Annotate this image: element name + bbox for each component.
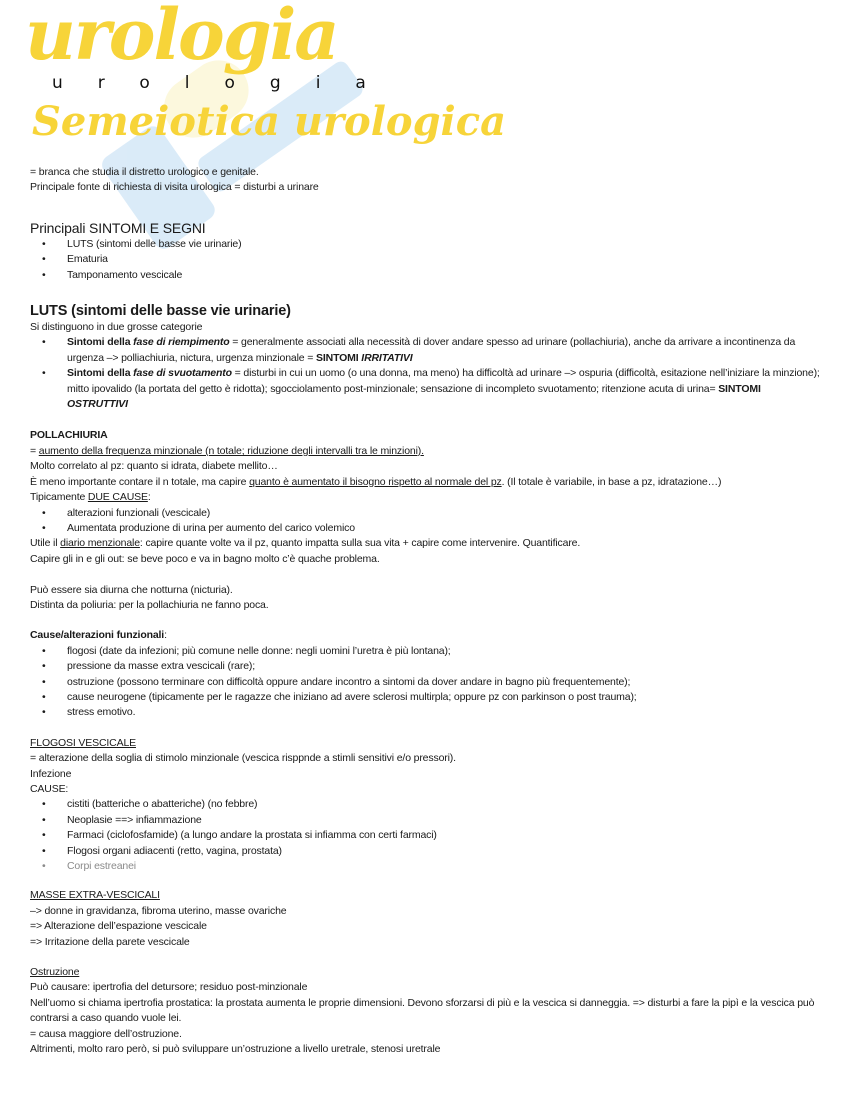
text: :: [147, 491, 151, 504]
bold-text: Sintomi della: [67, 336, 134, 349]
paragraph: => Alterazione dell’espazione vescicale: [30, 920, 207, 933]
list-item: • LUTS (sintomi delle basse vie urinarie): [30, 237, 823, 252]
document-subtitle: Semeiotica urologica: [32, 98, 507, 145]
pollachiuria-section: [30, 428, 823, 613]
ostruzione-section: [30, 965, 823, 1057]
text: È meno importante contare il n totale, ma capire: [30, 475, 250, 488]
section-heading: FLOGOSI VESCICALE: [30, 736, 136, 749]
definition: aumento della frequenza minzionale (n totale; riduzione degli intervalli tra le minzioni).: [38, 444, 424, 457]
intro-line: Principale fonte di richiesta di visita urologica = disturbi a urinare: [30, 181, 319, 194]
bold-italic-text: fase di svuotamento: [133, 367, 232, 380]
list-item: • ostruzione (possono terminare con difficoltà oppure andare incontro a sintomi da dover andare in bagno più frequentemente);: [30, 675, 823, 690]
paragraph: Può causare: ipertrofia del detursore; residuo post-minzionale: [30, 981, 308, 994]
intro-line: = branca che studia il distretto urologico e genitale.: [30, 166, 259, 178]
document-body: [30, 165, 823, 1057]
text: Tipicamente: [30, 491, 88, 504]
text: :: [164, 629, 167, 642]
bold-text: SINTOMI: [718, 382, 761, 395]
section-heading: Principali SINTOMI E SEGNI: [30, 219, 206, 236]
section-heading: MASSE EXTRA-VESCICALI: [30, 889, 160, 902]
paragraph: = causa maggiore dell’ostruzione.: [30, 1027, 182, 1040]
section-heading: LUTS (sintomi delle basse vie urinarie): [30, 303, 291, 320]
section-heading: POLLACHIURIA: [30, 429, 108, 442]
underlined-text: quanto è aumentato il bisogno rispetto al normale del pz: [249, 475, 502, 488]
underlined-text: diario menzionale: [60, 537, 140, 550]
bold-text: Sintomi della: [67, 367, 134, 380]
paragraph: –> donne in gravidanza, fibroma uterino, masse ovariche: [30, 904, 287, 917]
paragraph: Si distinguono in due grosse categorie: [30, 321, 203, 334]
list-item: • Tamponamento vescicale: [30, 268, 823, 283]
list-item: [30, 335, 823, 366]
paragraph: CAUSE:: [30, 782, 69, 795]
list-item: • stress emotivo.: [30, 705, 823, 720]
list-item: • Aumentata produzione di urina per aumento del carico volemico: [30, 521, 823, 536]
intro: [30, 165, 823, 196]
paragraph: Nell’uomo si chiama ipertrofia prostatica: la prostata aumenta le proprie dimensioni. Devono sforzarsi di più e la vescica si danneggia. => disturbi a fare la pipì e la vescica può contrarsi a caso quando vuole lei.: [30, 996, 815, 1025]
list-item: • Flogosi organi adiacenti (retto, vagina, prostata): [30, 844, 823, 859]
list-item: • Corpi estreanei: [30, 859, 823, 874]
funzionali-section: [30, 628, 823, 720]
bold-italic-text: fase di riempimento: [133, 336, 230, 349]
list-item: • Farmaci (ciclofosfamide) (a lungo andare la prostata si infiamma con certi farmaci): [30, 828, 823, 843]
text: = disturbi in cui un uomo (o una donna, ma meno) ha difficoltà ad urinare –> ospuria (difficoltà, esitazione nell’iniziare la minzione); mitto ipovalido (la portata del getto è ridotta); sgocciolamento post-minzionale; sensazione di incompleto svuotamento; ritenzione acuta di urina=: [67, 367, 820, 395]
paragraph: => Irritazione della parete vescicale: [30, 935, 190, 948]
document-title: urologia: [25, 0, 338, 76]
list-item: • Ematuria: [30, 252, 823, 267]
bold-italic-text: OSTRUTTIVI: [67, 398, 128, 411]
list-item: • cistiti (batteriche o abatteriche) (no febbre): [30, 797, 823, 812]
sintomi-section: [30, 219, 823, 283]
paragraph: Infezione: [30, 767, 72, 780]
section-heading: Ostruzione: [30, 966, 80, 979]
spaced-title: urologia: [52, 73, 401, 93]
luts-section: [30, 302, 823, 412]
paragraph: = alterazione della soglia di stimolo minzionale (vescica risppnde a stimli sensitivi e/o pressori).: [30, 752, 456, 765]
text: : capire quante volte va il pz, quanto impatta sulla sua vita + capire come intervenire. Quantificare.: [139, 537, 581, 550]
flogosi-section: [30, 736, 823, 875]
list-item: • Neoplasie ==> infiammazione: [30, 813, 823, 828]
list-item: • cause neurogene (tipicamente per le ragazze che iniziano ad avere sclerosi multirpla; oppure pz con parkinson o post trauma);: [30, 690, 823, 705]
list-item: • flogosi (date da infezioni; più comune nelle donne: negli uomini l’uretra è più lontana);: [30, 644, 823, 659]
bold-text: SINTOMI: [316, 351, 362, 364]
text: . (Il totale è variabile, in base a pz, idratazione…): [501, 475, 722, 488]
text: Utile il: [30, 537, 61, 550]
underlined-text: DUE CAUSE: [87, 491, 148, 504]
paragraph: Può essere sia diurna che notturna (nicturia).: [30, 583, 233, 596]
masse-section: [30, 888, 823, 950]
paragraph: Distinta da poliuria: per la pollachiuria ne fanno poca.: [30, 598, 269, 611]
section-heading: Cause/alterazioni funzionali: [30, 629, 165, 642]
paragraph: Altrimenti, molto raro però, si può sviluppare un’ostruzione a livello uretrale, stenosi uretrale: [30, 1043, 441, 1056]
text: = generalmente associati alla necessità di dover andare spesso ad urinare (pollachiuria), anche da arrivare a incontinenza da urgenza –> polliachiuria, nictura, urgenza minzionale =: [67, 336, 796, 364]
paragraph: Capire gli in e gli out: se beve poco e va in bagno molto c’è quache problema.: [30, 552, 380, 565]
list-item: • pressione da masse extra vescicali (rare);: [30, 659, 823, 674]
paragraph: Molto correlato al pz: quanto si idrata, diabete mellito…: [30, 460, 278, 473]
list-item: [30, 366, 823, 412]
text: =: [30, 444, 39, 457]
list-item: • alterazioni funzionali (vescicale): [30, 506, 823, 521]
bold-italic-text: IRRITATIVI: [361, 351, 413, 364]
